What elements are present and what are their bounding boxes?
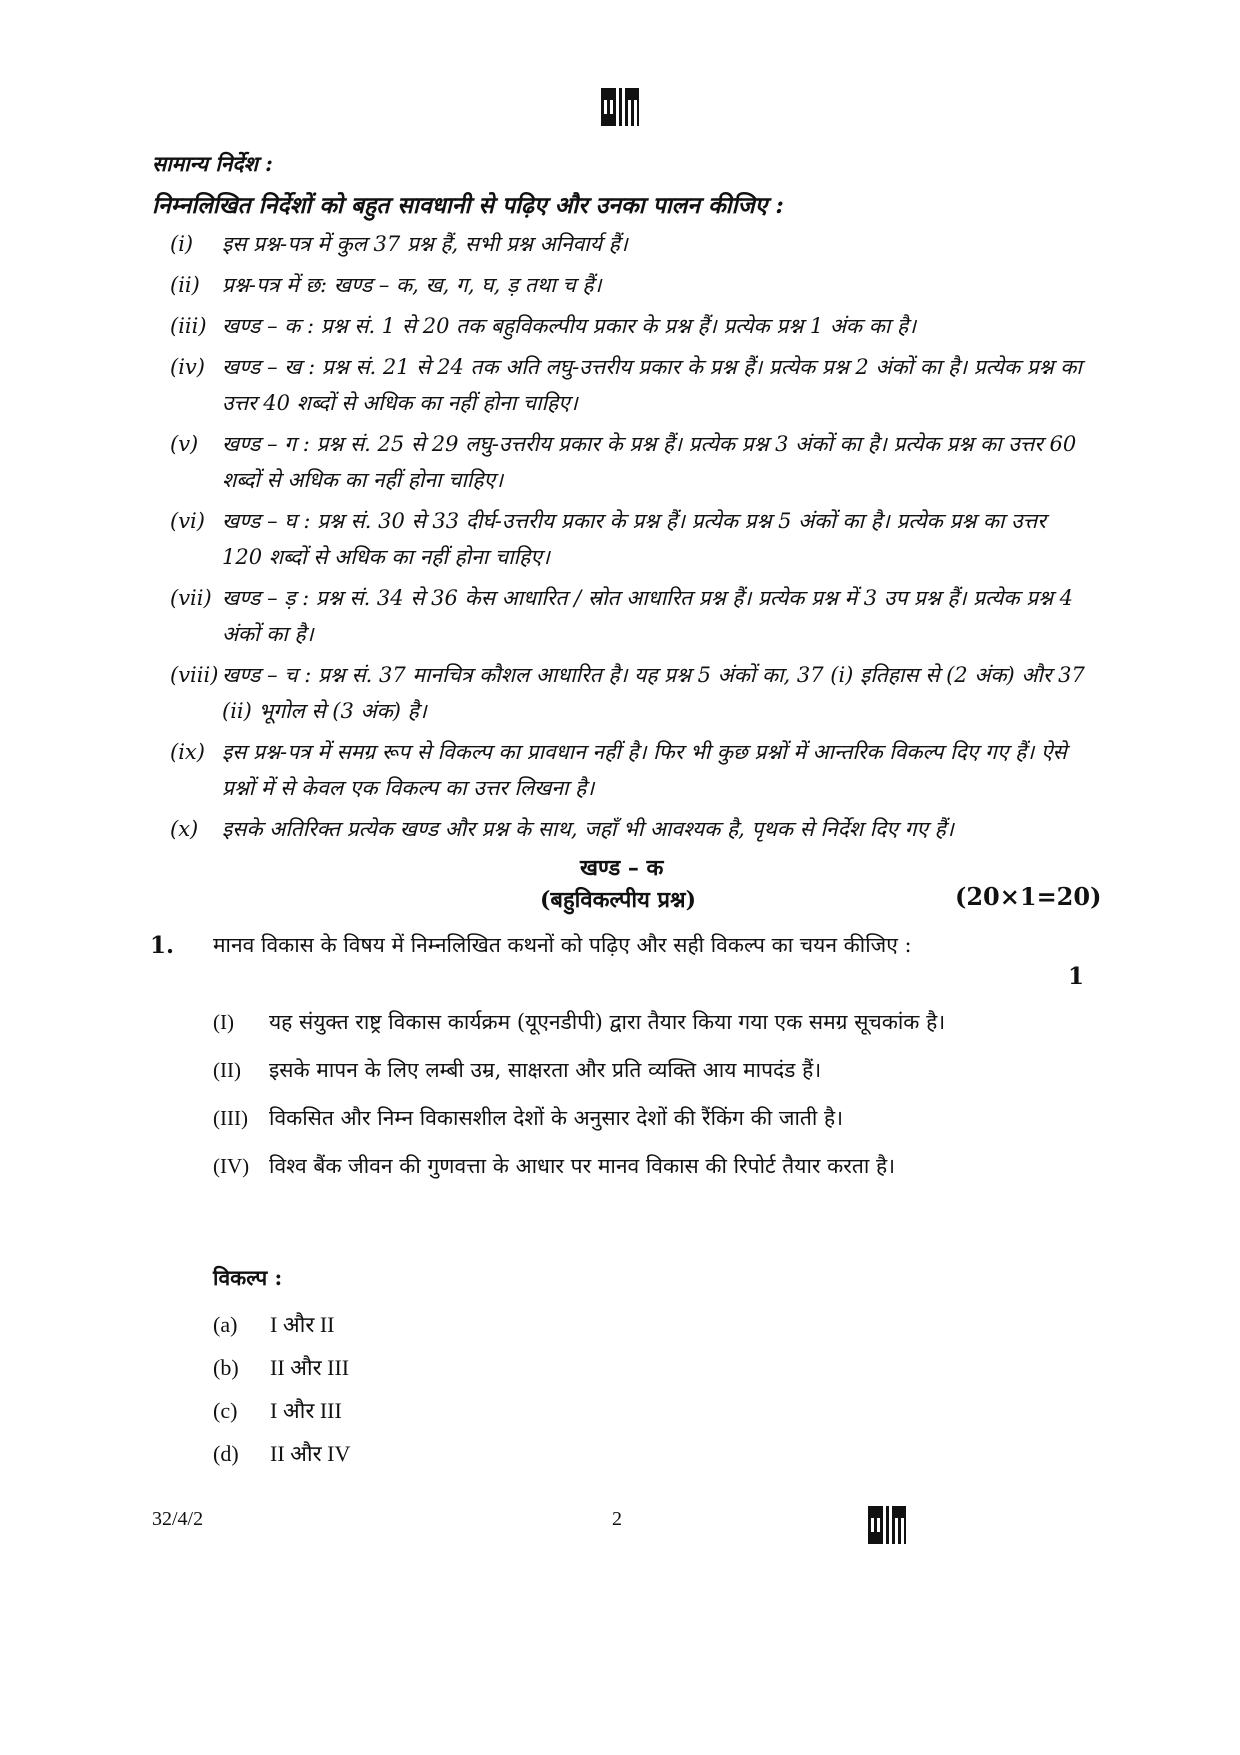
general-instructions-heading: सामान्य निर्देश : [152, 151, 273, 176]
option-text: I और III [270, 1398, 342, 1423]
option-label: (d) [213, 1441, 239, 1466]
instruction-number: (i) [170, 232, 194, 256]
instruction-text: खण्ड – ख : प्रश्न सं. 21 से 24 तक अति लघु-उत्तरीय प्रकार के प्रश्न हैं। प्रत्येक प्रश्न 2 अंकों का है। प्रत्येक प्रश्न का उत्तर 40 शब्दों से अधिक का नहीं होना चाहिए। [222, 355, 1082, 415]
option-item [213, 1351, 350, 1385]
instruction-text: खण्ड – घ : प्रश्न सं. 30 से 33 दीर्घ-उत्तरीय प्रकार के प्रश्न हैं। प्रत्येक प्रश्न 5 अंकों का है। प्रत्येक प्रश्न का उत्तर 120 शब्दों से अधिक का नहीं होना चाहिए। [222, 509, 1046, 569]
qr-code-bottom [868, 1506, 906, 1544]
instruction-number: (iv) [170, 355, 205, 379]
instructions-list [152, 226, 1092, 852]
instruction-item [152, 267, 1092, 303]
instruction-item [152, 811, 1092, 847]
instruction-number: (viii) [170, 663, 219, 687]
option-item [213, 1437, 350, 1471]
instruction-text: खण्ड – ड़ : प्रश्न सं. 34 से 36 केस आधारित / स्रोत आधारित प्रश्न हैं। प्रत्येक प्रश्न में 3 उप प्रश्न हैं। प्रत्येक प्रश्न 4 अंकों का है। [222, 586, 1074, 646]
instruction-number: (ix) [170, 740, 205, 764]
question-marks: 1 [1068, 963, 1085, 990]
instruction-number: (iii) [170, 314, 207, 338]
instruction-text: खण्ड – च : प्रश्न सं. 37 मानचित्र कौशल आधारित है। यह प्रश्न 5 अंकों का, 37 (i) इतिहास से (2 अंक) और 37 (ii) भूगोल से (3 अंक) है। [222, 663, 1085, 723]
question-number: 1. [150, 932, 175, 959]
section-subtitle: (बहुविकल्पीय प्रश्न) [540, 887, 697, 913]
instruction-text: खण्ड – क : प्रश्न सं. 1 से 20 तक बहुविकल्पीय प्रकार के प्रश्न हैं। प्रत्येक प्रश्न 1 अंक का है। [222, 314, 917, 338]
statement-list [213, 1003, 973, 1195]
statement-text: इसके मापन के लिए लम्बी उम्र, साक्षरता और प्रति व्यक्ति आय मापदंड हैं। [269, 1058, 822, 1082]
instruction-text: खण्ड – ग : प्रश्न सं. 25 से 29 लघु-उत्तरीय प्रकार के प्रश्न हैं। प्रत्येक प्रश्न 3 अंकों का है। प्रत्येक प्रश्न का उत्तर 60 शब्दों से अधिक का नहीं होना चाहिए। [222, 432, 1077, 492]
instruction-text: इस प्रश्न-पत्र में समग्र रूप से विकल्प का प्रावधान नहीं है। फिर भी कुछ प्रश्नों में आन्तरिक विकल्प दिए गए हैं। ऐसे प्रश्नों में से केवल एक विकल्प का उत्तर लिखना है। [222, 740, 1067, 800]
option-label: (c) [213, 1398, 238, 1423]
instruction-number: (x) [170, 817, 199, 841]
instruction-number: (vi) [170, 509, 205, 533]
option-label: (b) [213, 1355, 239, 1380]
instruction-item [152, 226, 1092, 262]
option-text: II और IV [270, 1441, 351, 1466]
general-instructions-subheading: निम्नलिखित निर्देशों को बहुत सावधानी से पढ़िए और उनका पालन कीजिए : [152, 192, 784, 219]
instruction-item [152, 349, 1092, 421]
instruction-item [152, 580, 1092, 652]
instruction-item [152, 426, 1092, 498]
statement-number: (I) [213, 1010, 234, 1034]
statement-item [213, 1051, 973, 1089]
instruction-number: (v) [170, 432, 199, 456]
question-text: मानव विकास के विषय में निम्नलिखित कथनों को पढ़िए और सही विकल्प का चयन कीजिए : [213, 933, 912, 957]
instruction-item [152, 734, 1092, 806]
section-title: खण्ड – क [580, 855, 664, 881]
statement-item [213, 1147, 973, 1185]
instruction-text: प्रश्न-पत्र में छ: खण्ड – क, ख, ग, घ, ड़ तथा च हैं। [222, 273, 602, 297]
paper-code: 32/4/2 [152, 1508, 204, 1530]
qr-code-top [601, 88, 639, 126]
statement-number: (IV) [213, 1154, 250, 1178]
option-text: II और III [270, 1355, 350, 1380]
option-item [213, 1308, 350, 1342]
instruction-number: (vii) [170, 586, 212, 610]
option-label: (a) [213, 1312, 238, 1337]
statement-number: (II) [213, 1058, 241, 1082]
statement-text: यह संयुक्त राष्ट्र विकास कार्यक्रम (यूएनडीपी) द्वारा तैयार किया गया एक समग्र सूचकांक है। [269, 1010, 946, 1034]
option-text: I और II [270, 1312, 335, 1337]
option-item [213, 1394, 350, 1428]
instruction-text: इस प्रश्न-पत्र में कुल 37 प्रश्न हैं, सभी प्रश्न अनिवार्य हैं। [222, 232, 628, 256]
instruction-text: इसके अतिरिक्त प्रत्येक खण्ड और प्रश्न के साथ, जहाँ भी आवश्यक है, पृथक से निर्देश दिए गए हैं। [222, 817, 954, 841]
instruction-number: (ii) [170, 273, 200, 297]
instruction-item [152, 308, 1092, 344]
section-marks: (20×1=20) [955, 882, 1102, 911]
instruction-item [152, 657, 1092, 729]
instruction-item [152, 503, 1092, 575]
options-list [213, 1308, 350, 1480]
statement-text: विकसित और निम्न विकासशील देशों के अनुसार देशों की रैंकिंग की जाती है। [269, 1106, 844, 1130]
statement-item [213, 1099, 973, 1137]
options-heading: विकल्प : [213, 1265, 283, 1290]
statement-text: विश्व बैंक जीवन की गुणवत्ता के आधार पर मानव विकास की रिपोर्ट तैयार करता है। [269, 1154, 896, 1178]
statement-number: (III) [213, 1106, 248, 1130]
statement-item [213, 1003, 973, 1041]
page-number: 2 [612, 1508, 622, 1530]
